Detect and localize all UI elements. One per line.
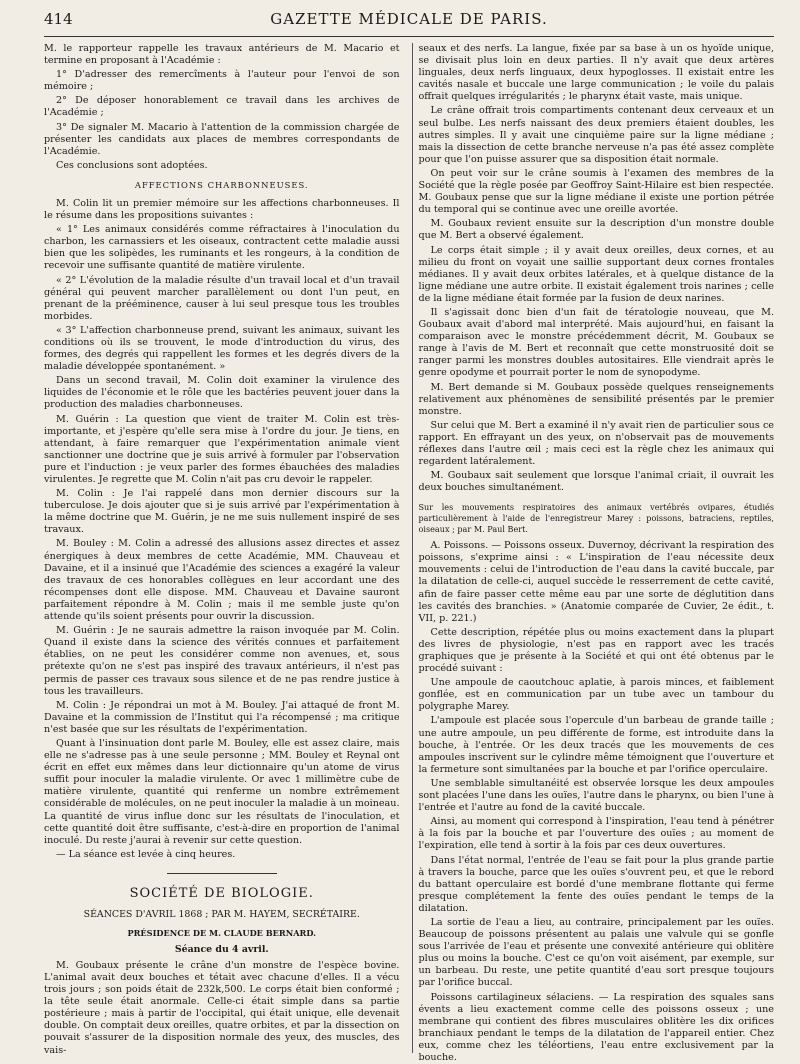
paragraph: M. Bert demande si M. Goubaux possède quelques renseignements relativement aux phénomènes de sensibilité présentés par le premier monstre. <box>418 381 774 417</box>
paragraph: M. Goubaux revient ensuite sur la description d'un monstre double que M. Bert a observé également. <box>418 218 774 242</box>
paragraph: L'ampoule est placée sous l'opercule d'un barbeau de grande taille ; une autre ampoule, un peu différente de forme, est introduite dans la bouche, à l'entrée. Or les deux tracés que les mouvements de ces ampoules inscrivent sur le cylindre même témoignent que l'ouverture et la fermeture sont simultanées par la bouche et par l'orifice operculaire. <box>418 715 774 775</box>
paragraph: A. Poissons. — Poissons osseux. Duvernoy, décrivant la respiration des poissons, s'exprime ainsi : « L'inspiration de l'eau nécessite deux mouvements : celui de l'introduction de l'eau dans la cavité buccale, par la dilatation de celle-ci, auquel succède le resserrement de cette cavité, afin de faire passer cette même eau par une sorte de déglutition dans les cavités des branchies. » (Anatomie comparée de Cuvier, 2e édit., t. VII, p. 221.) <box>418 540 774 624</box>
page-header <box>44 6 774 37</box>
paragraph: 1° D'adresser des remercîments à l'auteur pour l'envoi de son mémoire ; <box>44 69 400 93</box>
paragraph: 2° De déposer honorablement ce travail dans les archives de l'Académie ; <box>44 95 400 119</box>
paragraph: M. Goubaux sait seulement que lorsque l'animal criait, il ouvrait les deux bouches simultanément. <box>418 470 774 494</box>
paragraph: Sur celui que M. Bert a examiné il n'y avait rien de particulier sous ce rapport. En effrayant un des yeux, on n'observait pas de mouvements réflexes dans l'autre œil ; mais ceci est la règle chez les animaux qui regardent latéralement. <box>418 419 774 468</box>
paragraph: Le corps était simple ; il y avait deux oreilles, deux cornes, et au milieu du front on voyait une saillie supportant deux cornes frontales médianes. Il y avait deux orbites latérales, et à quelque distance de la ligne médiane une autre orbite. Il existait également trois narines ; celle de la ligne médiane était formée par la fusion de deux narines. <box>418 244 774 304</box>
paragraph: M. Guérin : Je ne saurais admettre la raison invoquée par M. Colin. Quand il existe dans la science des vérités connues et parfaitement établies, on ne peut les considérer comme non avenues, et, sous prétexte qu'on ne s'est pas inspiré des travaux antérieurs, il n'est pas permis de passer ces travaux sous silence et de ne pas rendre justice à tous les travailleurs. <box>44 625 400 697</box>
paragraph: Une ampoule de caoutchouc aplatie, à parois minces, et faiblement gonflée, est en communication par un tube avec un tambour du polygraphe Marey. <box>418 677 774 713</box>
paragraph: Ces conclusions sont adoptées. <box>56 159 208 171</box>
society-title: SOCIÉTÉ DE BIOLOGIE. <box>129 885 314 901</box>
paragraph: M. Bouley : M. Colin a adressé des allusions assez directes et assez énergiques à deux membres de cette Académie, MM. Chauveau et Davaine, et il a insinué que l'Académie des sciences a exagéré la valeur des travaux de ces honorables collègues en leur accordant une des récompenses dont elle dispose. MM. Chauveau et Davaine sauront parfaitement répondre à M. Colin ; mais il me semble juste qu'on attende qu'ils soient présents pour ouvrir la discussion. <box>44 538 400 623</box>
left-column <box>44 43 400 1056</box>
paragraph: « 1° Les animaux considérés comme réfractaires à l'inoculation du charbon, les carnassiers et les oiseaux, contractent cette maladie aussi bien que les solipèdes, les ruminants et les rongeurs, à la condition de recevoir une suffisante quantité de matière virulente. <box>44 224 400 272</box>
section-heading: AFFECTIONS CHARBONNEUSES. <box>134 179 309 190</box>
page-number: 414 <box>44 10 73 28</box>
paragraph: M. Guérin : La question que vient de traiter M. Colin est très-importante, et j'espère qu'elle sera mise à l'ordre du jour. Je tiens, en attendant, à faire remarquer que l'expérimentation animale vient sanctionner une doctrine que je suis arrivé à formuler par l'observation pure et l'induction : je veux parler des formes ébauchées des maladies virulentes. Je regrette que M. Colin n'ait pas cru devoir le rappeler. <box>44 413 400 485</box>
paragraph: Dans un second travail, M. Colin doit examiner la virulence des liquides de l'économie et le rôle que les bactéries peuvent jouer dans la production des maladies charbonneuses. <box>44 375 400 411</box>
paragraph: La sortie de l'eau a lieu, au contraire, principalement par les ouïes. Beaucoup de poissons présentent au palais une valvule qui se gonfle sous l'arrivée de l'eau et présente une convexité antérieure qui oblitère plus ou moins la bouche. C'est ce qu'on voit aisément, par exemple, sur un barbeau. Du reste, une petite quantité d'eau sort presque toujours par l'orifice buccal. <box>418 916 774 989</box>
paragraph: M. Goubaux présente le crâne d'un monstre de l'espèce bovine. L'animal avait deux bouches et tétait avec chacune d'elles. Il a vécu trois jours ; son poids était de 232k,500. Le corps était bien conformé ; la tête seule était anormale. Celle-ci était simple dans sa partie postérieure ; mais à partir de l'occipital, qui était unique, elle devenait double. On comptait deux oreilles, quatre orbites, et par la dissection on pouvait s'assurer de la disposition normale des yeux, des muscles, des vais- <box>44 959 400 1056</box>
paragraph: M. le rapporteur rappelle les travaux antérieurs de M. Macario et termine en proposant à l'Académie : <box>44 43 400 67</box>
paragraph: Quant à l'insinuation dont parle M. Bouley, elle est assez claire, mais elle ne s'adresse pas à une seule personne ; MM. Bouley et Reynal ont écrit en effet eux mêmes dans leur dictionnaire qu'un atome de virus suffit pour inoculer la maladie virulente. Or avec 1 millimètre cube de matière virulente, quantité qui renferme un nombre extrêmement considérable de molécules, on ne peut inoculer la maladie à un moineau. La quantité de virus influe donc sur les résultats de l'inoculation, et cette quantité doit être suffisante, c'est-à-dire en proportion de l'animal inoculé. Du reste j'aurai à revenir sur cette question. <box>44 737 400 846</box>
paragraph: Ainsi, au moment qui correspond à l'inspiration, l'eau tend à pénétrer à la fois par la bouche et par l'ouverture des ouïes ; au moment de l'expiration, elle tend à sortir à la fois par ces deux ouvertures. <box>418 816 774 852</box>
paragraph: On peut voir sur le crâne soumis à l'examen des membres de la Société que la règle posée par Geoffroy Saint-Hilaire est bien respectée. M. Goubaux pense que sur la ligne médiane il existe une portion pétrée du temporal qui se continue avec une oreille avortée. <box>418 167 774 216</box>
paragraph: « 3° L'affection charbonneuse prend, suivant les animaux, suivant les conditions où ils se trouvent, le mode d'introduction du virus, des formes, des degrés qui rappellent les formes et les degrés divers de la maladie développée spontanément. » <box>44 324 400 373</box>
paragraph: Poissons cartilagineux sélaciens. — La respiration des squales sans évents a lieu exactement comme celle des poissons osseux ; une membrane qui contient des fibres musculaires oblitère les dix orifices branchiaux pendant le temps de la dilatation de l'appareil entier. Chez eux, comme chez les téléortiens, l'eau entre exclusivement par la bouche. <box>418 991 774 1063</box>
paragraph: seaux et des nerfs. La langue, fixée par sa base à un os hyoïde unique, se divisait plus loin en deux parties. Il n'y avait que deux artères linguales, deux nerfs linguaux, deux hypoglosses. Il existait entre les cavités nasale et buccale une large communication ; le voile du palais offrait quelques irrégularités ; le pharynx était vaste, mais unique. <box>418 43 774 103</box>
right-column <box>412 43 775 1063</box>
paragraph: Il s'agissait donc bien d'un fait de tératologie nouveau, que M. Goubaux avait d'abord mal interprété. Mais aujourd'hui, en faisant la comparaison avec le monstre précédemment décrit, M. Goubaux se range à l'avis de M. Bert et reconnaît que cette monstruosité doit se ranger parmi les monstres doubles autositaires. Elle viendrait après le genre opodyme et pourrait porter le nom de synopodyme. <box>418 306 774 379</box>
paragraph: Dans l'état normal, l'entrée de l'eau se fait pour la plus grande partie à travers la bouche, parce que les ouïes s'ouvrent peu, et que le rebord du battant operculaire est bordé d'une membrane flottante qui ferme presque complétement la fente des ouïes pendant le temps de la dilatation. <box>418 854 774 914</box>
paragraph: Une semblable simultanéité est observée lorsque les deux ampoules sont placées l'une dans les ouïes, l'autre dans le pharynx, ou bien l'une à l'entrée et l'autre au fond de la cavité buccale. <box>418 777 774 814</box>
presidency-line: PRÉSIDENCE DE M. CLAUDE BERNARD. <box>127 927 317 938</box>
paragraph: 3° De signaler M. Macario à l'attention de la commission chargée de présenter les candidats aux places de membres correspondants de l'Académie. <box>44 121 400 157</box>
session-date: Séance du 4 avril. <box>174 943 269 955</box>
paragraph: — La séance est levée à cinq heures. <box>56 848 236 860</box>
article-title: Sur les mouvements respiratoires des animaux vertébrés ovipares, étudiés particulièrement à l'aide de l'enregistreur Marey : poissons, batraciens, reptiles, oiseaux ; par M. Paul Bert. <box>418 502 774 534</box>
section-divider <box>167 873 277 874</box>
paragraph: M. Colin : Je l'ai rappelé dans mon dernier discours sur la tuberculose. Je dois ajouter que si je suis arrivé par l'expérimentation à la même doctrine que M. Guérin, je ne me suis nullement inspiré de ses travaux. <box>44 488 400 536</box>
paragraph: M. Colin : Je répondrai un mot à M. Bouley. J'ai attaqué de front M. Davaine et la commission de l'Institut qui l'a récompensé ; ma critique n'est basée que sur les résultats de l'expérimentation. <box>44 699 400 735</box>
running-title: GAZETTE MÉDICALE DE PARIS. <box>270 10 548 28</box>
paragraph: Le crâne offrait trois compartiments contenant deux cerveaux et un seul bulbe. Les nerfs naissant des deux premiers étaient doubles, les autres simples. Il y avait une cinquième paire sur la ligne médiane ; mais la dissection de cette branche nerveuse n'a pas été assez complète pour que l'on puisse assurer que sa disposition était normale. <box>418 105 774 165</box>
session-subtitle: SÉANCES D'AVRIL 1868 ; PAR M. HAYEM, SECRÉTAIRE. <box>83 908 360 920</box>
paragraph: Cette description, répétée plus ou moins exactement dans la plupart des livres de physiologie, n'est pas en rapport avec les tracés graphiques que je présente à la Société et qui ont été obtenus par le procédé suivant : <box>418 626 774 675</box>
paragraph: M. Colin lit un premier mémoire sur les affections charbonneuses. Il le résume dans les propositions suivantes : <box>44 197 400 222</box>
paragraph: « 2° L'évolution de la maladie résulte d'un travail local et d'un travail général qui peuvent marcher parallèlement ou dont l'un peut, en prenant de la prééminence, causer à lui seul presque tous les troubles morbides. <box>44 274 400 322</box>
text-columns <box>44 43 774 1063</box>
